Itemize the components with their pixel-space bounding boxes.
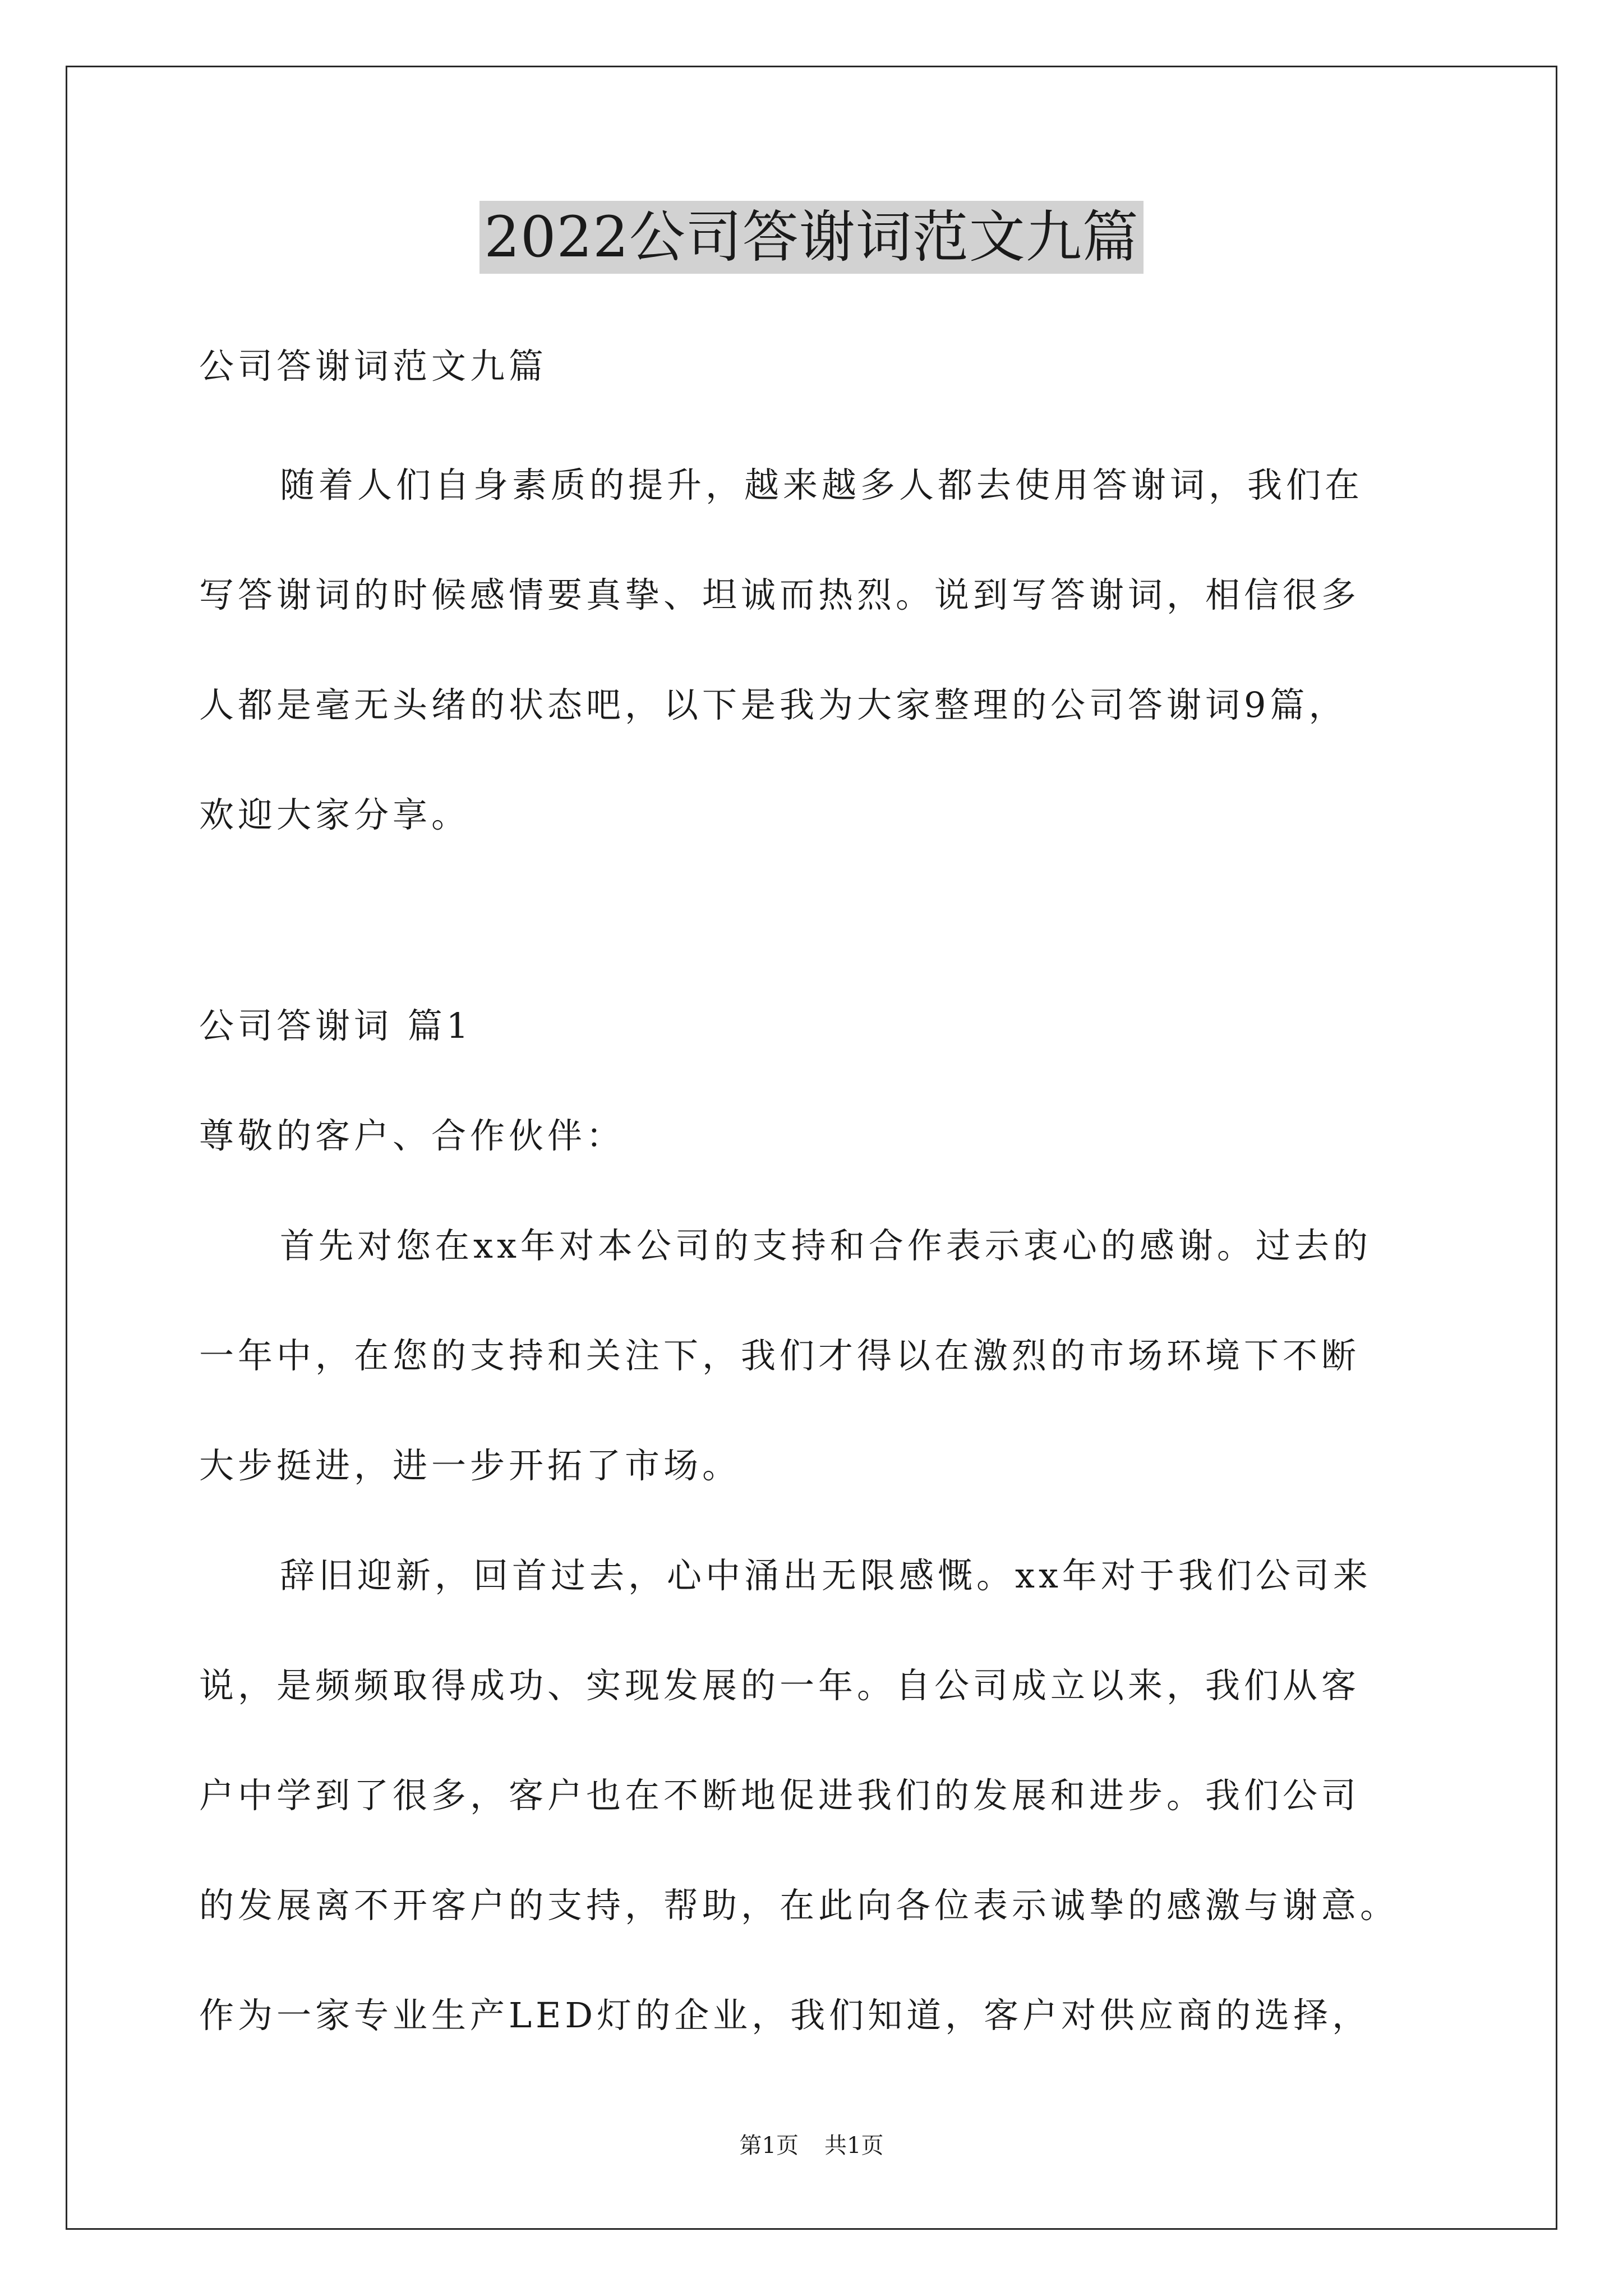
salutation: 尊敬的客户、合作伙伴： (199, 1115, 625, 1156)
intro-line-4: 欢迎大家分享。 (199, 794, 471, 835)
paragraph1-line-2: 一年中，在您的支持和关注下，我们才得以在激烈的市场环境下不断 (199, 1335, 1361, 1376)
document-subtitle: 公司答谢词范文九篇 (199, 346, 548, 386)
intro-line-3: 人都是毫无头绪的状态吧，以下是我为大家整理的公司答谢词9篇， (199, 684, 1348, 725)
paragraph1-line-1: 首先对您在xx年对本公司的支持和合作表示衷心的感谢。过去的 (280, 1225, 1372, 1266)
paragraph2-line-5: 作为一家专业生产LED灯的企业，我们知道，客户对供应商的选择， (199, 1995, 1371, 2036)
page-number-current: 第1页 (739, 2133, 799, 2159)
title-container (0, 201, 1623, 274)
page-footer (0, 2129, 1623, 2162)
paragraph2-line-4: 的发展离不开客户的支持，帮助，在此向各位表示诚挚的感激与谢意。 (199, 1885, 1399, 1926)
paragraph1-line-3: 大步挺进，进一步开拓了市场。 (199, 1445, 741, 1486)
intro-line-2: 写答谢词的时候感情要真挚、坦诚而热烈。说到写答谢词，相信很多 (199, 574, 1361, 615)
paragraph2-line-3: 户中学到了很多，客户也在不断地促进我们的发展和进步。我们公司 (199, 1775, 1361, 1816)
document-title: 2022公司答谢词范文九篇 (479, 201, 1144, 274)
page-number-total: 共1页 (824, 2133, 884, 2159)
paragraph2-line-2: 说，是频频取得成功、实现发展的一年。自公司成立以来，我们从客 (199, 1665, 1361, 1706)
paragraph2-line-1: 辞旧迎新，回首过去，心中涌出无限感慨。xx年对于我们公司来 (280, 1555, 1372, 1596)
intro-line-1: 随着人们自身素质的提升，越来越多人都去使用答谢词，我们在 (280, 464, 1364, 505)
section-heading: 公司答谢词 篇1 (199, 1005, 473, 1046)
